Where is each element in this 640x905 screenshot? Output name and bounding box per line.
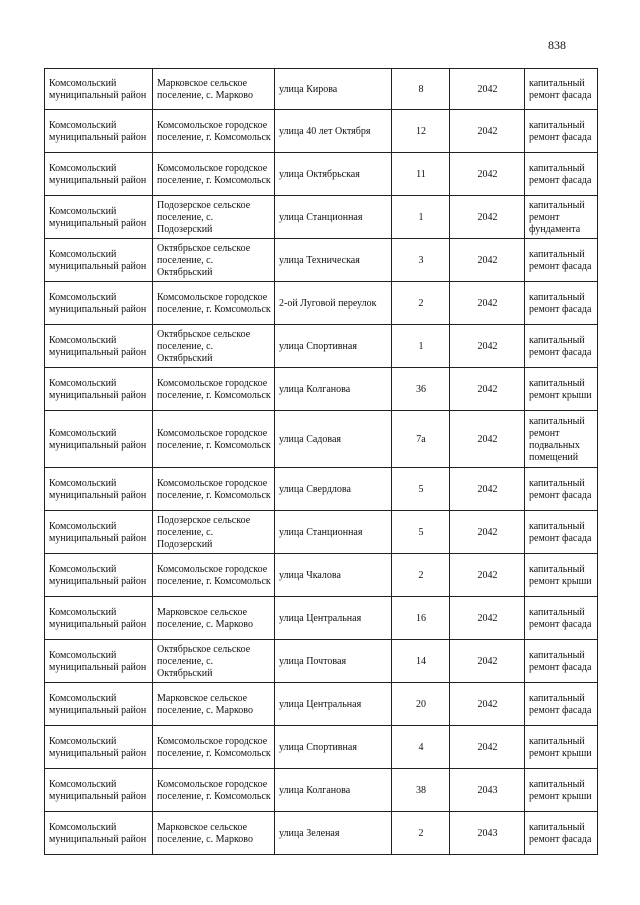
year-cell: 2042 <box>450 69 525 110</box>
table-row <box>45 683 598 726</box>
year-cell: 2042 <box>450 640 525 683</box>
year-cell: 2042 <box>450 511 525 554</box>
district-cell: Комсомольский муниципальный район <box>45 110 153 153</box>
table-row <box>45 769 598 812</box>
table-row <box>45 153 598 196</box>
table-body <box>45 69 598 855</box>
street-cell: улица Колганова <box>275 769 392 812</box>
table-row <box>45 597 598 640</box>
house-number-cell: 16 <box>392 597 450 640</box>
house-number-cell: 7а <box>392 411 450 468</box>
district-cell: Комсомольский муниципальный район <box>45 196 153 239</box>
work-type-cell: капитальный ремонт фасада <box>525 640 598 683</box>
work-type-cell: капитальный ремонт фасада <box>525 511 598 554</box>
street-cell: улица Почтовая <box>275 640 392 683</box>
district-cell: Комсомольский муниципальный район <box>45 726 153 769</box>
district-cell: Комсомольский муниципальный район <box>45 769 153 812</box>
house-number-cell: 1 <box>392 196 450 239</box>
house-number-cell: 12 <box>392 110 450 153</box>
table-row <box>45 726 598 769</box>
house-number-cell: 5 <box>392 511 450 554</box>
year-cell: 2043 <box>450 812 525 855</box>
table-row <box>45 325 598 368</box>
street-cell: улица Чкалова <box>275 554 392 597</box>
year-cell: 2042 <box>450 554 525 597</box>
year-cell: 2042 <box>450 368 525 411</box>
settlement-cell: Комсомольское городское поселение, г. Комсомольск <box>153 282 275 325</box>
year-cell: 2042 <box>450 282 525 325</box>
house-number-cell: 2 <box>392 554 450 597</box>
street-cell: улица Спортивная <box>275 325 392 368</box>
settlement-cell: Комсомольское городское поселение, г. Комсомольск <box>153 726 275 769</box>
house-number-cell: 4 <box>392 726 450 769</box>
house-number-cell: 14 <box>392 640 450 683</box>
table-row <box>45 411 598 468</box>
work-type-cell: капитальный ремонт фундамента <box>525 196 598 239</box>
street-cell: улица Спортивная <box>275 726 392 769</box>
year-cell: 2042 <box>450 597 525 640</box>
table-row <box>45 110 598 153</box>
table-row <box>45 196 598 239</box>
house-number-cell: 5 <box>392 468 450 511</box>
work-type-cell: капитальный ремонт фасада <box>525 812 598 855</box>
district-cell: Комсомольский муниципальный район <box>45 597 153 640</box>
settlement-cell: Октябрьское сельское поселение, с. Октябрьский <box>153 640 275 683</box>
table-row <box>45 69 598 110</box>
house-number-cell: 36 <box>392 368 450 411</box>
house-number-cell: 2 <box>392 812 450 855</box>
street-cell: улица Садовая <box>275 411 392 468</box>
settlement-cell: Октябрьское сельское поселение, с. Октябрьский <box>153 325 275 368</box>
repair-schedule-table <box>44 68 598 855</box>
house-number-cell: 38 <box>392 769 450 812</box>
table-row <box>45 368 598 411</box>
street-cell: улица 40 лет Октября <box>275 110 392 153</box>
district-cell: Комсомольский муниципальный район <box>45 368 153 411</box>
settlement-cell: Марковское сельское поселение, с. Марково <box>153 69 275 110</box>
year-cell: 2042 <box>450 239 525 282</box>
work-type-cell: капитальный ремонт крыши <box>525 554 598 597</box>
work-type-cell: капитальный ремонт фасада <box>525 325 598 368</box>
year-cell: 2042 <box>450 411 525 468</box>
street-cell: улица Станционная <box>275 511 392 554</box>
year-cell: 2042 <box>450 153 525 196</box>
street-cell: улица Колганова <box>275 368 392 411</box>
year-cell: 2042 <box>450 726 525 769</box>
year-cell: 2042 <box>450 325 525 368</box>
settlement-cell: Комсомольское городское поселение, г. Комсомольск <box>153 411 275 468</box>
district-cell: Комсомольский муниципальный район <box>45 468 153 511</box>
district-cell: Комсомольский муниципальный район <box>45 411 153 468</box>
work-type-cell: капитальный ремонт подвальных помещений <box>525 411 598 468</box>
settlement-cell: Комсомольское городское поселение, г. Комсомольск <box>153 554 275 597</box>
year-cell: 2042 <box>450 196 525 239</box>
street-cell: улица Зеленая <box>275 812 392 855</box>
street-cell: 2-ой Луговой переулок <box>275 282 392 325</box>
settlement-cell: Комсомольское городское поселение, г. Комсомольск <box>153 769 275 812</box>
house-number-cell: 3 <box>392 239 450 282</box>
district-cell: Комсомольский муниципальный район <box>45 325 153 368</box>
settlement-cell: Комсомольское городское поселение, г. Комсомольск <box>153 368 275 411</box>
year-cell: 2042 <box>450 468 525 511</box>
settlement-cell: Подозерское сельское поселение, с. Подозерский <box>153 196 275 239</box>
settlement-cell: Марковское сельское поселение, с. Марково <box>153 812 275 855</box>
settlement-cell: Комсомольское городское поселение, г. Комсомольск <box>153 110 275 153</box>
street-cell: улица Кирова <box>275 69 392 110</box>
work-type-cell: капитальный ремонт фасада <box>525 282 598 325</box>
street-cell: улица Свердлова <box>275 468 392 511</box>
settlement-cell: Октябрьское сельское поселение, с. Октябрьский <box>153 239 275 282</box>
work-type-cell: капитальный ремонт крыши <box>525 769 598 812</box>
table-row <box>45 239 598 282</box>
work-type-cell: капитальный ремонт фасада <box>525 110 598 153</box>
work-type-cell: капитальный ремонт фасада <box>525 239 598 282</box>
street-cell: улица Техническая <box>275 239 392 282</box>
district-cell: Комсомольский муниципальный район <box>45 554 153 597</box>
district-cell: Комсомольский муниципальный район <box>45 282 153 325</box>
house-number-cell: 8 <box>392 69 450 110</box>
settlement-cell: Марковское сельское поселение, с. Марково <box>153 683 275 726</box>
district-cell: Комсомольский муниципальный район <box>45 153 153 196</box>
work-type-cell: капитальный ремонт крыши <box>525 368 598 411</box>
table-row <box>45 554 598 597</box>
work-type-cell: капитальный ремонт фасада <box>525 153 598 196</box>
district-cell: Комсомольский муниципальный район <box>45 239 153 282</box>
house-number-cell: 2 <box>392 282 450 325</box>
district-cell: Комсомольский муниципальный район <box>45 812 153 855</box>
work-type-cell: капитальный ремонт крыши <box>525 726 598 769</box>
page-number: 838 <box>548 38 566 52</box>
house-number-cell: 1 <box>392 325 450 368</box>
house-number-cell: 20 <box>392 683 450 726</box>
settlement-cell: Марковское сельское поселение, с. Марково <box>153 597 275 640</box>
table-row <box>45 468 598 511</box>
work-type-cell: капитальный ремонт фасада <box>525 468 598 511</box>
district-cell: Комсомольский муниципальный район <box>45 683 153 726</box>
district-cell: Комсомольский муниципальный район <box>45 640 153 683</box>
year-cell: 2043 <box>450 769 525 812</box>
street-cell: улица Центральная <box>275 597 392 640</box>
work-type-cell: капитальный ремонт фасада <box>525 69 598 110</box>
settlement-cell: Комсомольское городское поселение, г. Комсомольск <box>153 153 275 196</box>
year-cell: 2042 <box>450 110 525 153</box>
settlement-cell: Комсомольское городское поселение, г. Комсомольск <box>153 468 275 511</box>
table-row <box>45 812 598 855</box>
street-cell: улица Станционная <box>275 196 392 239</box>
work-type-cell: капитальный ремонт фасада <box>525 597 598 640</box>
year-cell: 2042 <box>450 683 525 726</box>
district-cell: Комсомольский муниципальный район <box>45 511 153 554</box>
street-cell: улица Центральная <box>275 683 392 726</box>
house-number-cell: 11 <box>392 153 450 196</box>
settlement-cell: Подозерское сельское поселение, с. Подозерский <box>153 511 275 554</box>
street-cell: улица Октябрьская <box>275 153 392 196</box>
table-row <box>45 511 598 554</box>
district-cell: Комсомольский муниципальный район <box>45 69 153 110</box>
work-type-cell: капитальный ремонт фасада <box>525 683 598 726</box>
table-row <box>45 282 598 325</box>
table-row <box>45 640 598 683</box>
